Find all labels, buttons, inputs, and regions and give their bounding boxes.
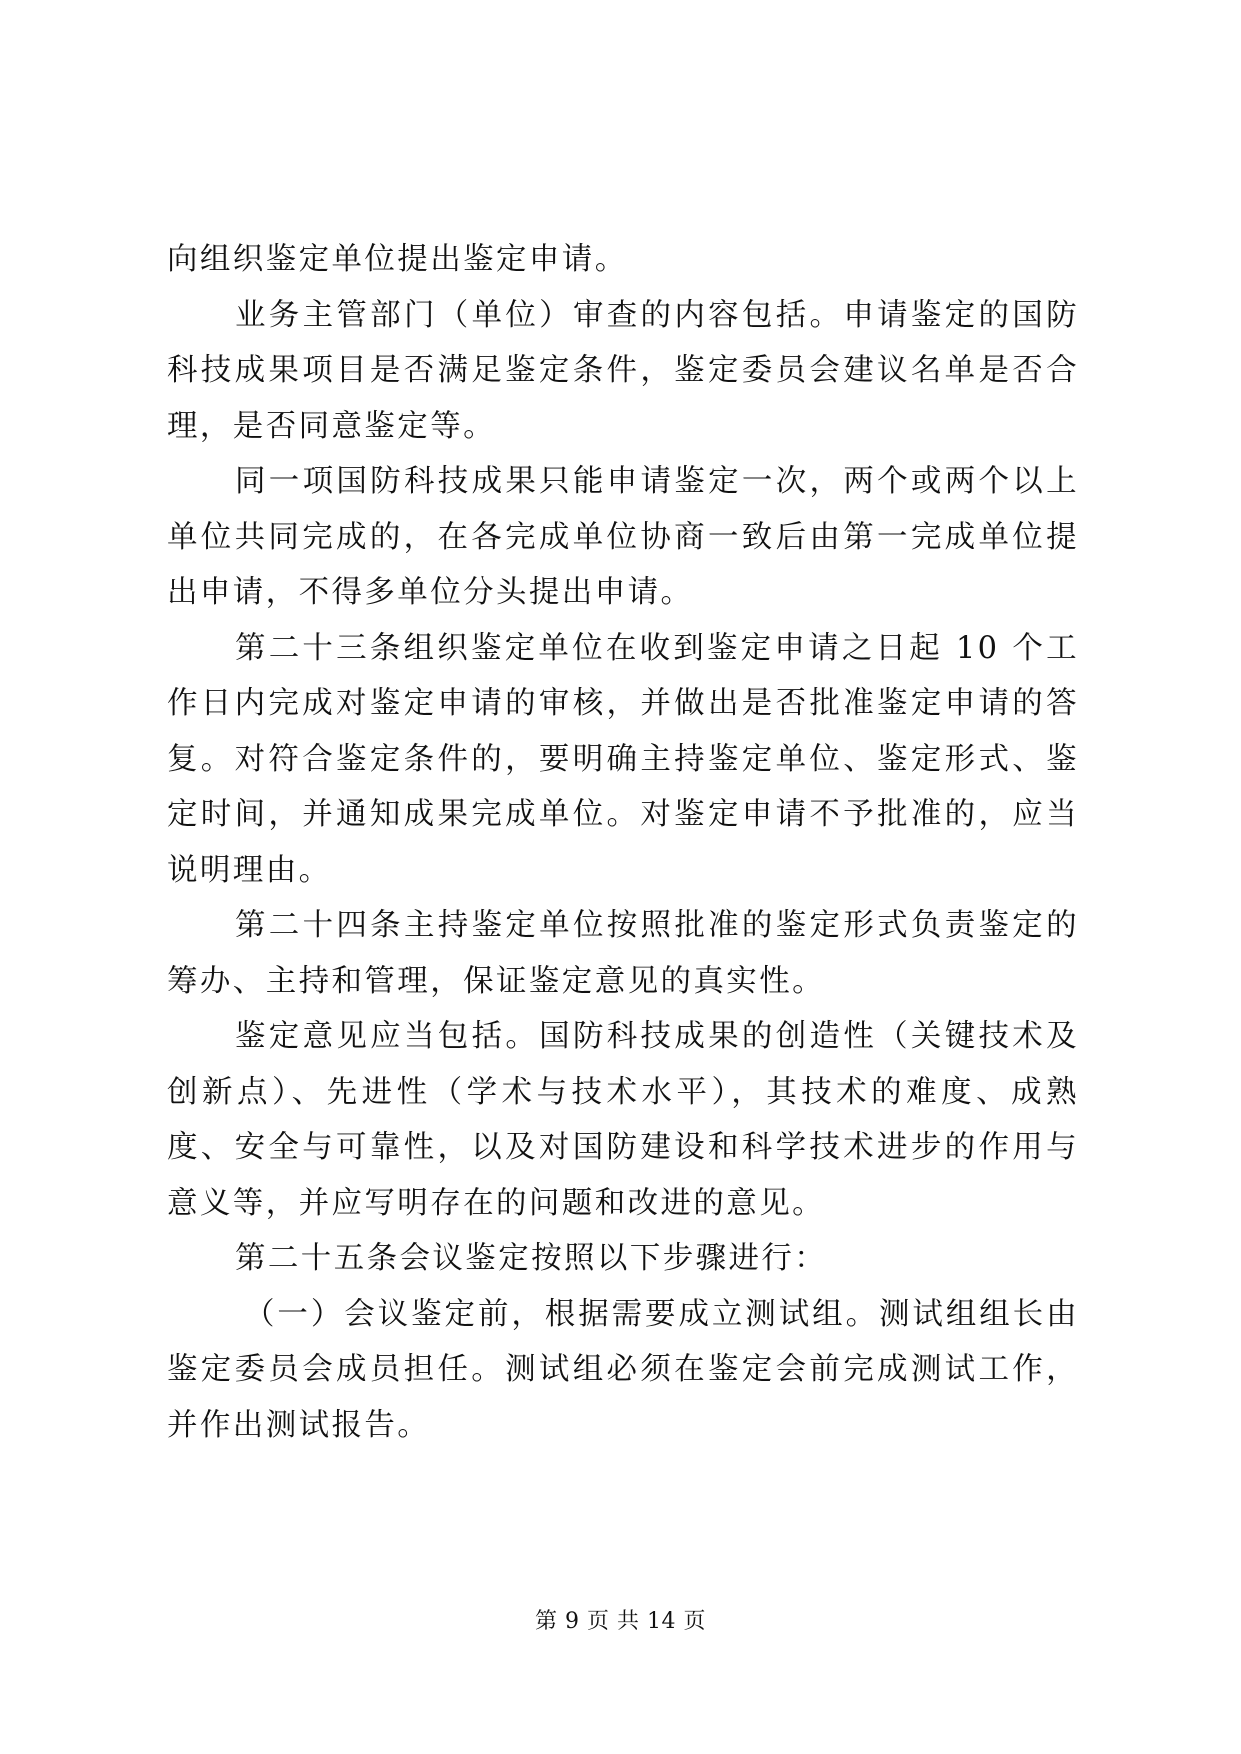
paragraph: 业务主管部门（单位）审查的内容包括。申请鉴定的国防科技成果项目是否满足鉴定条件，鉴定委员会建议名单是否合理，是否同意鉴定等。	[167, 297, 1079, 444]
paragraph: 向组织鉴定单位提出鉴定申请。	[167, 242, 628, 277]
paragraph: 第二十三条组织鉴定单位在收到鉴定申请之日起 10 个工作日内完成对鉴定申请的审核，并做出是否批准鉴定申请的答复。对符合鉴定条件的，要明确主持鉴定单位、鉴定形式、鉴定时间，并通知成果完成单位。对鉴定申请不予批准的，应当说明理由。	[167, 630, 1079, 888]
body-text	[167, 232, 1079, 1453]
paragraph: 同一项国防科技成果只能申请鉴定一次，两个或两个以上单位共同完成的，在各完成单位协商一致后由第一完成单位提出申请，不得多单位分头提出申请。	[167, 464, 1079, 610]
paragraph: 第二十五条会议鉴定按照以下步骤进行：	[235, 1241, 828, 1276]
paragraph: （一）会议鉴定前，根据需要成立测试组。测试组组长由鉴定委员会成员担任。测试组必须在鉴定会前完成测试工作，并作出测试报告。	[167, 1296, 1079, 1443]
page-number-label: 第 9 页 共 14 页	[535, 1609, 706, 1634]
paragraph: 第二十四条主持鉴定单位按照批准的鉴定形式负责鉴定的筹办、主持和管理，保证鉴定意见的真实性。	[167, 908, 1079, 999]
page-footer	[0, 1607, 1241, 1637]
paragraph: 鉴定意见应当包括。国防科技成果的创造性（关键技术及创新点）、先进性（学术与技术水平），其技术的难度、成熟度、安全与可靠性，以及对国防建设和科学技术进步的作用与意义等，并应写明存在的问题和改进的意见。	[167, 1019, 1079, 1221]
